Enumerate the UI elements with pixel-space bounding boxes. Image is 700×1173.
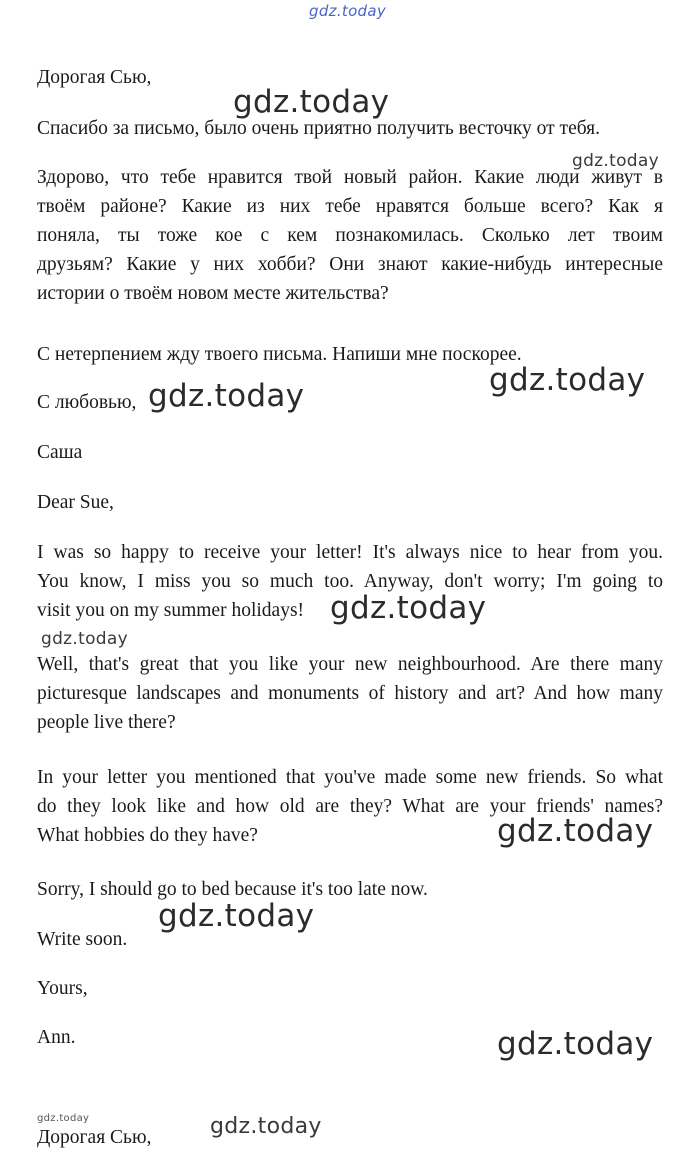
text-line: поняла, ты тоже кое с кем познакомилась. Сколько лет твоим bbox=[37, 225, 663, 246]
text-line: I was so happy to receive your letter! It's always nice to hear from you. bbox=[37, 542, 663, 563]
en-closing: Yours, bbox=[37, 978, 88, 999]
text-line: In your letter you mentioned that you've made some new friends. So what bbox=[37, 767, 663, 788]
text-line: твоём районе? Какие из них тебе нравятся больше всего? Как я bbox=[37, 196, 663, 217]
ru-closing: С любовью, bbox=[37, 392, 137, 413]
watermark: gdz.today bbox=[148, 378, 305, 414]
text-line: You know, I miss you so much too. Anyway, don't worry; I'm going to bbox=[37, 571, 663, 592]
watermark: gdz.today bbox=[158, 898, 315, 934]
ru-paragraph-3: С нетерпением жду твоего письма. Напиши мне поскорее. bbox=[37, 344, 522, 365]
ru-paragraph-1: Спасибо за письмо, было очень приятно получить весточку от тебя. bbox=[37, 118, 601, 139]
watermark: gdz.today bbox=[233, 84, 390, 120]
en-paragraph-2 bbox=[37, 650, 663, 737]
watermark: gdz.today bbox=[210, 1114, 322, 1139]
text-line: Здорово, что тебе нравится твой новый район. Какие люди живут в bbox=[37, 167, 663, 188]
text-line: people live there? bbox=[37, 712, 176, 733]
en-signature: Ann. bbox=[37, 1027, 76, 1048]
watermark: gdz.today bbox=[497, 1026, 654, 1062]
watermark-top: gdz.today bbox=[309, 2, 387, 20]
en-greeting: Dear Sue, bbox=[37, 492, 114, 513]
ru-greeting: Дорогая Сью, bbox=[37, 67, 152, 88]
watermark: gdz.today bbox=[330, 590, 487, 626]
next-page-greeting: Дорогая Сью, bbox=[37, 1127, 152, 1148]
watermark: gdz.today bbox=[37, 1113, 90, 1124]
watermark: gdz.today bbox=[497, 813, 654, 849]
ru-signature: Саша bbox=[37, 442, 83, 463]
text-line: do they look like and how old are they? What are your friends' names? bbox=[37, 796, 663, 817]
watermark: gdz.today bbox=[41, 629, 128, 649]
text-line: visit you on my summer holidays! bbox=[37, 600, 305, 621]
text-line: друзьям? Какие у них хобби? Они знают какие-нибудь интересные bbox=[37, 254, 663, 275]
text-line: What hobbies do they have? bbox=[37, 825, 258, 846]
watermark: gdz.today bbox=[572, 151, 659, 171]
ru-paragraph-2 bbox=[37, 163, 663, 308]
text-line: picturesque landscapes and monuments of history and art? And how many bbox=[37, 683, 663, 704]
en-paragraph-5: Write soon. bbox=[37, 929, 128, 950]
en-paragraph-4: Sorry, I should go to bed because it's too late now. bbox=[37, 879, 428, 900]
text-line: истории о твоём новом месте жительства? bbox=[37, 283, 389, 304]
watermark: gdz.today bbox=[489, 362, 646, 398]
text-line: Well, that's great that you like your new neighbourhood. Are there many bbox=[37, 654, 663, 675]
